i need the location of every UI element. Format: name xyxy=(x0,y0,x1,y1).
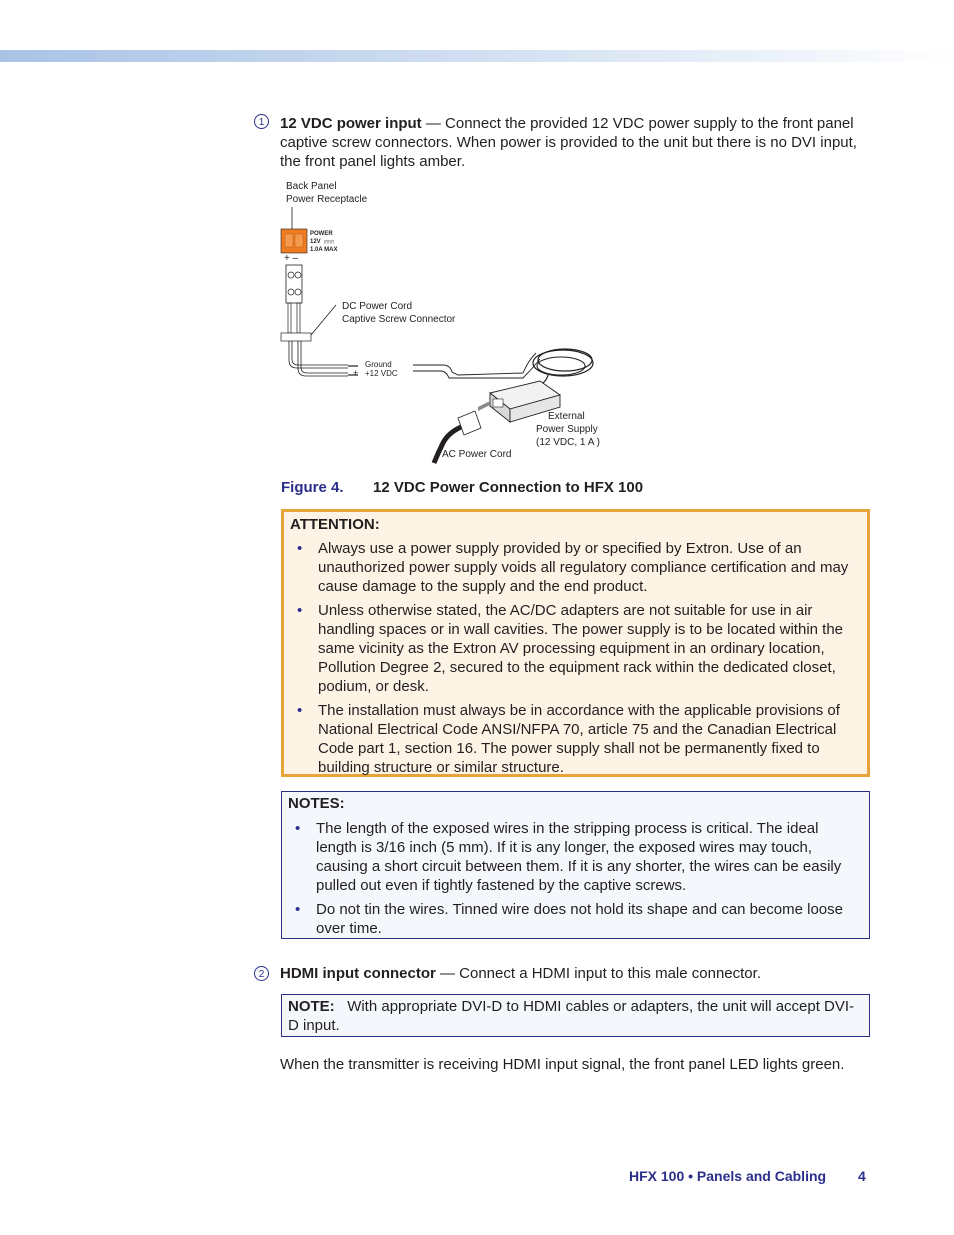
bullet-icon: • xyxy=(297,540,303,557)
attention-box xyxy=(281,509,870,777)
notes-item-text: The length of the exposed wires in the stripping process is critical. The ideal length is 3/16 inch (5 mm). If it is any longer, the exposed wires may touch, causing a short circuit between them. If it is any shorter, the wires can be easily pulled out even if tightly fastened by the captive screws. xyxy=(316,820,842,894)
page-number: 4 xyxy=(858,1168,866,1184)
wire-ground-outline-b xyxy=(292,341,348,365)
attention-item xyxy=(297,701,861,777)
item1-paragraph xyxy=(280,114,875,171)
bullet-icon: • xyxy=(295,820,301,837)
bullet-icon: • xyxy=(295,901,301,918)
attention-item-text: The installation must always be in accordance with the applicable provisions of National Electrical Code ANSI/NFPA 70, article 75 and the Canadian Electrical Code part 1, section 16. The power supply shall not be permanently fixed to building structure or similar structure. xyxy=(318,702,840,776)
figure-title: 12 VDC Power Connection to HFX 100 xyxy=(373,479,644,496)
note-text: With appropriate DVI-D to HDMI cables or adapters, the unit will accept DVI-D input. xyxy=(288,998,855,1034)
ground-label: Ground xyxy=(365,360,392,369)
dc-cable-outline-bottom xyxy=(413,359,540,378)
ac-cord-label: AC Power Cord xyxy=(442,449,512,460)
notes-box xyxy=(281,791,870,939)
dc-cable-outline-top xyxy=(413,353,536,375)
hdmi-paragraph: When the transmitter is receiving HDMI input signal, the front panel LED lights green. xyxy=(280,1056,845,1073)
captive-screw-plug xyxy=(286,265,302,303)
polarity-label: + – xyxy=(284,253,299,264)
note-box xyxy=(281,994,870,1037)
attention-item-text: Always use a power supply provided by or specified by Extron. Use of an unauthorized power supply voids all regulatory compliance certification and may cause damage to the supply and the end product. xyxy=(318,540,849,595)
psu-label-line1: External xyxy=(548,411,585,422)
psu-label-line2: Power Supply xyxy=(536,424,598,435)
ac-plug xyxy=(458,411,481,435)
footer-title: HFX 100 • Panels and Cabling xyxy=(629,1168,827,1184)
figure-caption xyxy=(281,479,644,496)
dc-cord-leader-line xyxy=(311,305,336,335)
attention-heading: ATTENTION: xyxy=(290,516,380,533)
item2-paragraph xyxy=(280,964,875,983)
wire-clamp xyxy=(281,333,311,341)
back-panel-label-line1: Back Panel xyxy=(286,181,337,192)
attention-item xyxy=(297,539,861,596)
notes-item xyxy=(295,819,863,895)
notes-item-text: Do not tin the wires. Tinned wire does not hold its shape and can become loose over time. xyxy=(316,901,843,937)
figure-number: Figure 4. xyxy=(281,479,344,496)
notes-heading: NOTES: xyxy=(288,795,345,812)
callout-number-2: 2 xyxy=(254,966,269,981)
vdc-sign: + xyxy=(353,368,359,378)
attention-item xyxy=(297,601,861,696)
wire-plus-outline-a xyxy=(298,341,348,376)
attention-list xyxy=(297,539,861,782)
dc-cord-label-line1: DC Power Cord xyxy=(342,301,413,312)
connector-slot-minus xyxy=(295,234,303,247)
item1-title: 12 VDC power input xyxy=(280,115,422,132)
max-current-label: 1.0A MAX xyxy=(310,247,338,253)
back-panel-label-line2: Power Receptacle xyxy=(286,194,368,205)
item1-text: — Connect the provided 12 VDC power supply to the front panel captive screw connectors. When power is provided to the unit but there is no DVI input, the front panel lights amber. xyxy=(280,115,857,170)
note-content xyxy=(288,997,863,1035)
cable-coil-3 xyxy=(537,357,585,375)
item2-title: HDMI input connector xyxy=(280,965,436,982)
item2-text: — Connect a HDMI input to this male connector. xyxy=(440,965,761,982)
bullet-icon: • xyxy=(297,602,303,619)
header-gradient-bar xyxy=(0,50,954,62)
plug-arrow-icon xyxy=(478,401,490,411)
attention-item-text: Unless otherwise stated, the AC/DC adapters are not suitable for use in air handling spaces or in wall cavities. The power supply is to be located within the same vicinity as the Extron AV processing equipment in an ordinary location, Pollution Degree 2, secured to the equipment rack within the dedicated closet, podium, or desk. xyxy=(318,602,844,695)
ground-sign: – xyxy=(353,360,359,370)
connector-slot-plus xyxy=(285,234,293,247)
wire-ground-vertical xyxy=(288,303,291,333)
callout-number-1: 1 xyxy=(254,114,269,129)
volt-label: 12V xyxy=(310,239,321,245)
vdc-label: +12 VDC xyxy=(365,369,398,378)
power-label: POWER xyxy=(310,231,333,237)
cable-coil-2 xyxy=(538,349,592,371)
dc-cord-label-line2: Captive Screw Connector xyxy=(342,314,456,325)
power-connection-diagram xyxy=(278,175,618,465)
notes-item xyxy=(295,900,863,938)
notes-list xyxy=(295,819,863,943)
psu-ac-inlet xyxy=(493,399,503,407)
note-heading: NOTE: xyxy=(288,998,335,1015)
diagram-svg xyxy=(278,175,618,465)
psu-label-line3: (12 VDC, 1 A ) xyxy=(536,437,600,448)
bullet-icon: • xyxy=(297,702,303,719)
wire-plus-vertical xyxy=(297,303,300,333)
